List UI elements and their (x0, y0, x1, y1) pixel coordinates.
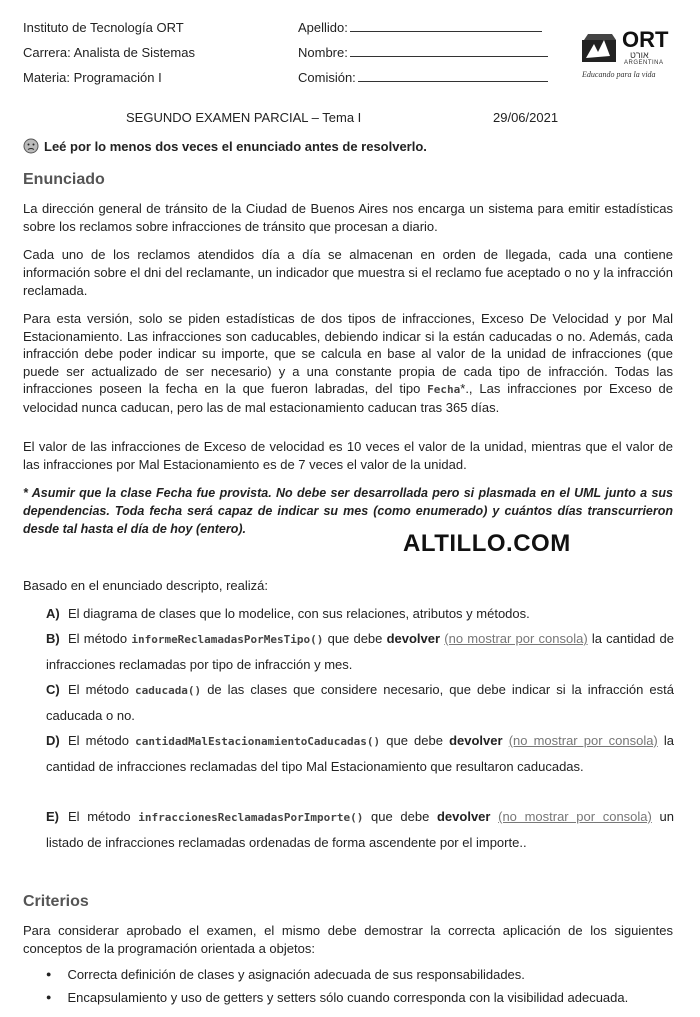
task-d-label: D) (46, 733, 60, 748)
task-b-bold: devolver (386, 631, 441, 646)
logo-hebrew: אורט (630, 50, 649, 60)
task-d-mid: que debe (380, 733, 450, 748)
task-b-code: informeReclamadasPorMesTipo() (131, 633, 324, 646)
tip-line (23, 138, 427, 154)
task-a-text: El diagrama de clases que lo modelice, con sus relaciones, atributos y métodos. (68, 606, 530, 621)
task-d-bold: devolver (449, 733, 503, 748)
task-c-label: C) (46, 682, 60, 697)
tasks-intro: Basado en el enunciado descripto, realizá: (23, 578, 268, 593)
criterio-item: ● Correcta definición de clases y asignación adecuada de sus responsabilidades. (46, 964, 676, 987)
task-b (46, 626, 674, 677)
task-a (46, 601, 674, 626)
enunciado-note: * Asumir que la clase Fecha fue provista. No debe ser desarrollada pero si plasmada en el UML junto a sus dependencias. Toda fecha será capaz de indicar su mes (como enumerado) y cuántos días transcurrieron desde tal hasta el día de hoy (entero). (23, 486, 673, 536)
task-e-post: un listado de infracciones reclamadas ordenadas de forma ascendente por el importe.. (46, 809, 674, 850)
task-e-bold: devolver (436, 809, 491, 824)
fecha-code: Fecha (427, 383, 461, 396)
task-c-pre: El método (68, 682, 135, 697)
task-d-underline: (no mostrar por consola) (508, 733, 658, 748)
comision-field (298, 70, 548, 85)
logo-brand: ORT (622, 27, 669, 52)
comision-label: Comisión: (298, 70, 356, 85)
task-c-code: caducada() (134, 684, 202, 697)
task-e-pre: El método (68, 809, 139, 824)
criterio-item: ● Encapsulamiento y uso de getters y setters sólo cuando corresponda con la visibilidad adecuada. (46, 987, 676, 1010)
career-label: Carrera: Analista de Sistemas (23, 45, 195, 60)
task-d-code: cantidadMalEstacionamientoCaducadas() (135, 735, 381, 748)
nombre-blank (350, 45, 548, 57)
enunciado-p3-b: *., Las infracciones por Exceso de velocidad nunca caducan, pero las de mal estacionamiento caducan tras 365 días. (23, 381, 673, 415)
task-e (46, 804, 674, 855)
criterios-intro: Para considerar aprobado el examen, el mismo debe demostrar la correcta aplicación de los siguientes conceptos de la programación orientada a objetos: (23, 923, 673, 956)
task-d (46, 728, 674, 779)
task-b-label: B) (46, 631, 60, 646)
apellido-field (298, 20, 542, 35)
task-b-mid: que debe (323, 631, 387, 646)
enunciado-p1: La dirección general de tránsito de la Ciudad de Buenos Aires nos encarga un sistema para emitir estadísticas sobre los reclamos sobre infracciones de tránsito que procesan a diario. (23, 201, 673, 234)
exam-title-text: SEGUNDO EXAMEN PARCIAL (126, 110, 309, 125)
task-c-post: de las clases que considere necesario, que debe indicar si la infracción está caducada o no. (46, 682, 674, 723)
exam-date: 29/06/2021 (493, 110, 559, 125)
criterios-list (46, 964, 676, 1010)
tip-text: Leé por lo menos dos veces el enunciado antes de resolverlo. (44, 138, 427, 154)
criterios-heading: Criterios (23, 893, 89, 910)
comision-blank (358, 70, 548, 82)
nombre-label: Nombre: (298, 45, 348, 60)
enunciado-p3 (23, 310, 673, 416)
institute-name: Instituto de Tecnología ORT (23, 20, 184, 35)
ort-sunburst-icon (580, 30, 620, 66)
enunciado-p4: El valor de las infracciones de Exceso de velocidad es 10 veces el valor de la unidad, mientras que el valor de las infracciones por Mal Estacionamiento es de 7 veces el valor de la unidad. (23, 439, 673, 472)
task-c (46, 677, 674, 728)
enunciado-p3-a: Para esta versión, solo se piden estadísticas de dos tipos de infracciones, Exceso De Velocidad y por Mal Estacionamiento. Las infracciones son caducables, debiendo indicar si la están caducadas o no. Además, cada infracción debe poder indicar su importe, que se calcula en base al valor de la unidad de infracciones (que puede ser actualizado de ser necesario) y a una constante propia de cada tipo de infracción. Todas las infracciones poseen la fecha en la que fueron labradas, del tipo (23, 311, 673, 396)
task-b-underline: (no mostrar por consola) (444, 631, 588, 646)
apellido-label: Apellido: (298, 20, 348, 35)
task-d-post: la cantidad de infracciones reclamadas del tipo Mal Estacionamiento que resultaron caducadas. (46, 733, 674, 774)
task-e-code: infraccionesReclamadasPorImporte() (138, 811, 364, 824)
task-e-underline: (no mostrar por consola) (498, 809, 652, 824)
worried-face-icon (23, 138, 39, 154)
altillo-watermark: ALTILLO.COM (403, 530, 571, 557)
enunciado-p2: Cada uno de los reclamos atendidos día a día se almacenan en orden de llegada, cada una contiene información sobre el dni del reclamante, un indicador que muestra si el reclamo fue aceptado o no y la infracción reclamada. (23, 247, 673, 298)
apellido-blank (350, 20, 542, 32)
exam-tema: – Tema I (308, 110, 362, 125)
task-a-label: A) (46, 606, 60, 621)
task-d-pre: El método (68, 733, 136, 748)
enunciado-heading: Enunciado (23, 171, 105, 188)
task-b-post: la cantidad de infracciones reclamadas por tipo de infracción y mes. (46, 631, 674, 672)
ort-logo (580, 27, 675, 85)
logo-country: ARGENTINA (624, 60, 664, 66)
task-b-pre: El método (68, 631, 132, 646)
nombre-field (298, 45, 548, 60)
task-e-label: E) (46, 809, 59, 824)
subject-label: Materia: Programación I (23, 70, 162, 85)
exam-title (126, 110, 361, 125)
task-e-mid: que debe (363, 809, 437, 824)
logo-tagline: Educando para la vida (582, 70, 656, 79)
